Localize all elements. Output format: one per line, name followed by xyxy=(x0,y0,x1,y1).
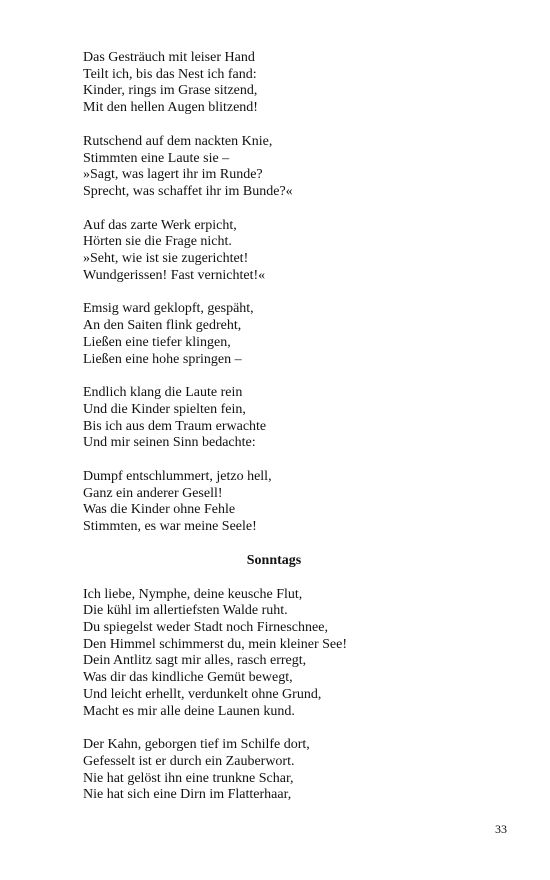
poem-2 xyxy=(83,553,483,804)
verse-line: Dein Antlitz sagt mir alles, rasch erregt, xyxy=(83,653,307,669)
verse-line: Stimmten, es war meine Seele! xyxy=(83,519,257,535)
verse-line: Ich liebe, Nymphe, deine keusche Flut, xyxy=(83,586,303,602)
verse-line: Emsig ward geklopft, gespäht, xyxy=(83,301,254,317)
verse-line: Ließen eine hohe springen – xyxy=(83,351,242,367)
verse-line: Endlich klang die Laute rein xyxy=(83,385,243,401)
verse-line: Ließen eine tiefer klingen, xyxy=(83,334,231,350)
verse-line: Und leicht erhellt, verdunkelt ohne Grund, xyxy=(83,686,322,702)
verse-line: Was die Kinder ohne Fehle xyxy=(83,502,236,518)
stanza xyxy=(83,301,483,368)
verse-line: Kinder, rings im Grase sitzend, xyxy=(83,83,258,99)
verse-line: Der Kahn, geborgen tief im Schilfe dort, xyxy=(83,737,310,753)
verse-line: Auf das zarte Werk erpicht, xyxy=(83,217,237,233)
stanza xyxy=(83,385,483,452)
stanza xyxy=(83,587,483,721)
verse-line: Das Gesträuch mit leiser Hand xyxy=(83,50,255,65)
verse-line: Was dir das kindliche Gemüt bewegt, xyxy=(83,670,293,686)
poem-1 xyxy=(83,50,483,536)
verse-line: Sprecht, was schaffet ihr im Bunde?« xyxy=(83,183,293,199)
verse-line: Gefesselt ist er durch ein Zauberwort. xyxy=(83,753,295,769)
stanza xyxy=(83,218,483,285)
verse-line: Stimmten eine Laute sie – xyxy=(83,150,230,166)
verse-line: Macht es mir alle deine Launen kund. xyxy=(83,703,295,719)
stanza xyxy=(83,737,483,804)
verse-line: Nie hat sich eine Dirn im Flatterhaar, xyxy=(83,787,292,803)
verse-line: Mit den hellen Augen blitzend! xyxy=(83,100,258,116)
poem-title: Sonntags xyxy=(246,552,302,568)
page-body xyxy=(83,50,483,821)
verse-line: Und mir seinen Sinn bedachte: xyxy=(83,435,256,451)
verse-line: Du spiegelst weder Stadt noch Firneschnee, xyxy=(83,619,328,635)
stanza xyxy=(83,134,483,201)
verse-line: Rutschend auf dem nackten Knie, xyxy=(83,133,273,149)
verse-line: Dumpf entschlummert, jetzo hell, xyxy=(83,469,272,485)
stanza xyxy=(83,50,483,117)
verse-line: Die kühl im allertiefsten Walde ruht. xyxy=(83,603,288,619)
verse-line: Teilt ich, bis das Nest ich fand: xyxy=(83,66,257,82)
verse-line: Wundgerissen! Fast vernichtet!« xyxy=(83,267,266,283)
page-number: 33 xyxy=(495,822,507,836)
verse-line: Hörten sie die Frage nicht. xyxy=(83,234,232,250)
verse-line: Bis ich aus dem Traum erwachte xyxy=(83,418,267,434)
verse-line: »Seht, wie ist sie zugerichtet! xyxy=(83,251,249,267)
verse-line: An den Saiten flink gedreht, xyxy=(83,318,242,334)
verse-line: »Sagt, was lagert ihr im Runde? xyxy=(83,167,263,183)
verse-line: Nie hat gelöst ihn eine trunkne Schar, xyxy=(83,770,294,786)
verse-line: Ganz ein anderer Gesell! xyxy=(83,485,223,501)
stanza xyxy=(83,469,483,536)
verse-line: Und die Kinder spielten fein, xyxy=(83,401,246,417)
verse-line: Den Himmel schimmerst du, mein kleiner See! xyxy=(83,636,347,652)
